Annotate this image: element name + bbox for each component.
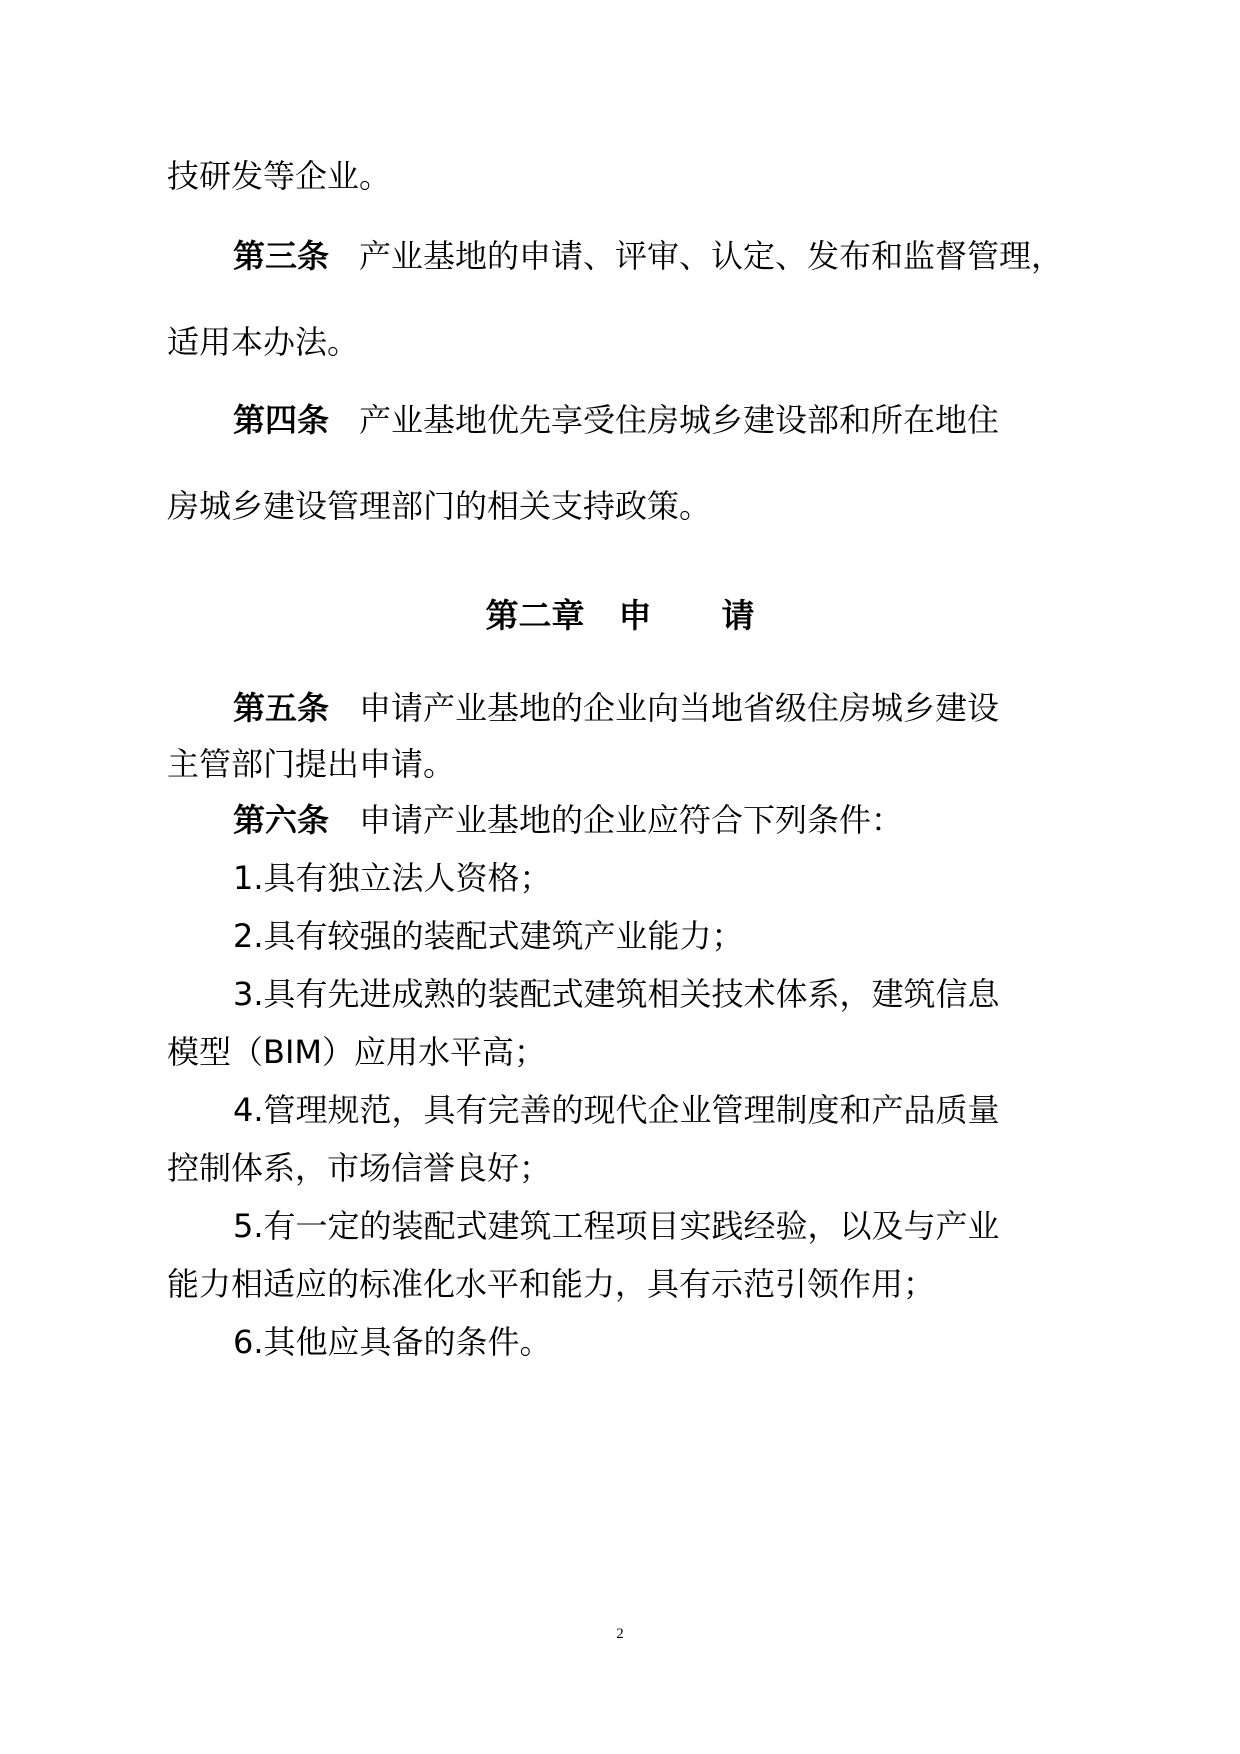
condition-5-line-1: 5.有一定的装配式建筑工程项目实践经验，以及与产业	[233, 1207, 1000, 1245]
condition-1: 1.具有独立法人资格；	[233, 859, 552, 897]
condition-3-line-2: 模型（BIM）应用水平高；	[167, 1033, 547, 1071]
condition-6: 6.其他应具备的条件。	[233, 1323, 552, 1361]
condition-4-line-2: 控制体系，市场信誉良好；	[167, 1149, 552, 1187]
chapter-number: 第二章	[485, 596, 585, 635]
article-5-label: 第五条	[233, 689, 330, 727]
page-number: 2	[616, 1626, 624, 1642]
article-4-line-1	[233, 398, 1133, 442]
chapter-title-char-2: 请	[721, 596, 755, 635]
continuation-text: 技研发等企业。	[167, 157, 392, 195]
article-4-label: 第四条	[233, 401, 330, 439]
condition-5-line-2: 能力相适应的标准化水平和能力，具有示范引领作用；	[167, 1265, 936, 1303]
article-6-label: 第六条	[233, 801, 330, 839]
condition-2: 2.具有较强的装配式建筑产业能力；	[233, 917, 744, 955]
article-5-line-2: 主管部门提出申请。	[167, 745, 456, 783]
article-6-text: 申请产业基地的企业应符合下列条件：	[359, 801, 904, 839]
article-4-line-2: 房城乡建设管理部门的相关支持政策。	[167, 487, 712, 525]
chapter-heading	[0, 594, 1240, 638]
condition-4-line-1: 4.管理规范，具有完善的现代企业管理制度和产品质量	[233, 1091, 1000, 1129]
article-5-text: 申请产业基地的企业向当地省级住房城乡建设	[359, 689, 1000, 727]
article-3-line-1	[233, 234, 1133, 278]
article-3-text: 产业基地的申请、评审、认定、发布和监督管理，	[359, 237, 1064, 275]
condition-3-line-1: 3.具有先进成熟的装配式建筑相关技术体系，建筑信息	[233, 975, 1000, 1013]
article-3-line-2: 适用本办法。	[167, 323, 360, 361]
article-6-line-1	[233, 798, 1133, 842]
article-4-text: 产业基地优先享受住房城乡建设部和所在地住	[359, 401, 1000, 439]
chapter-title-char-1: 申	[618, 596, 652, 635]
article-3-label: 第三条	[233, 237, 330, 275]
article-5-line-1	[233, 686, 1133, 730]
